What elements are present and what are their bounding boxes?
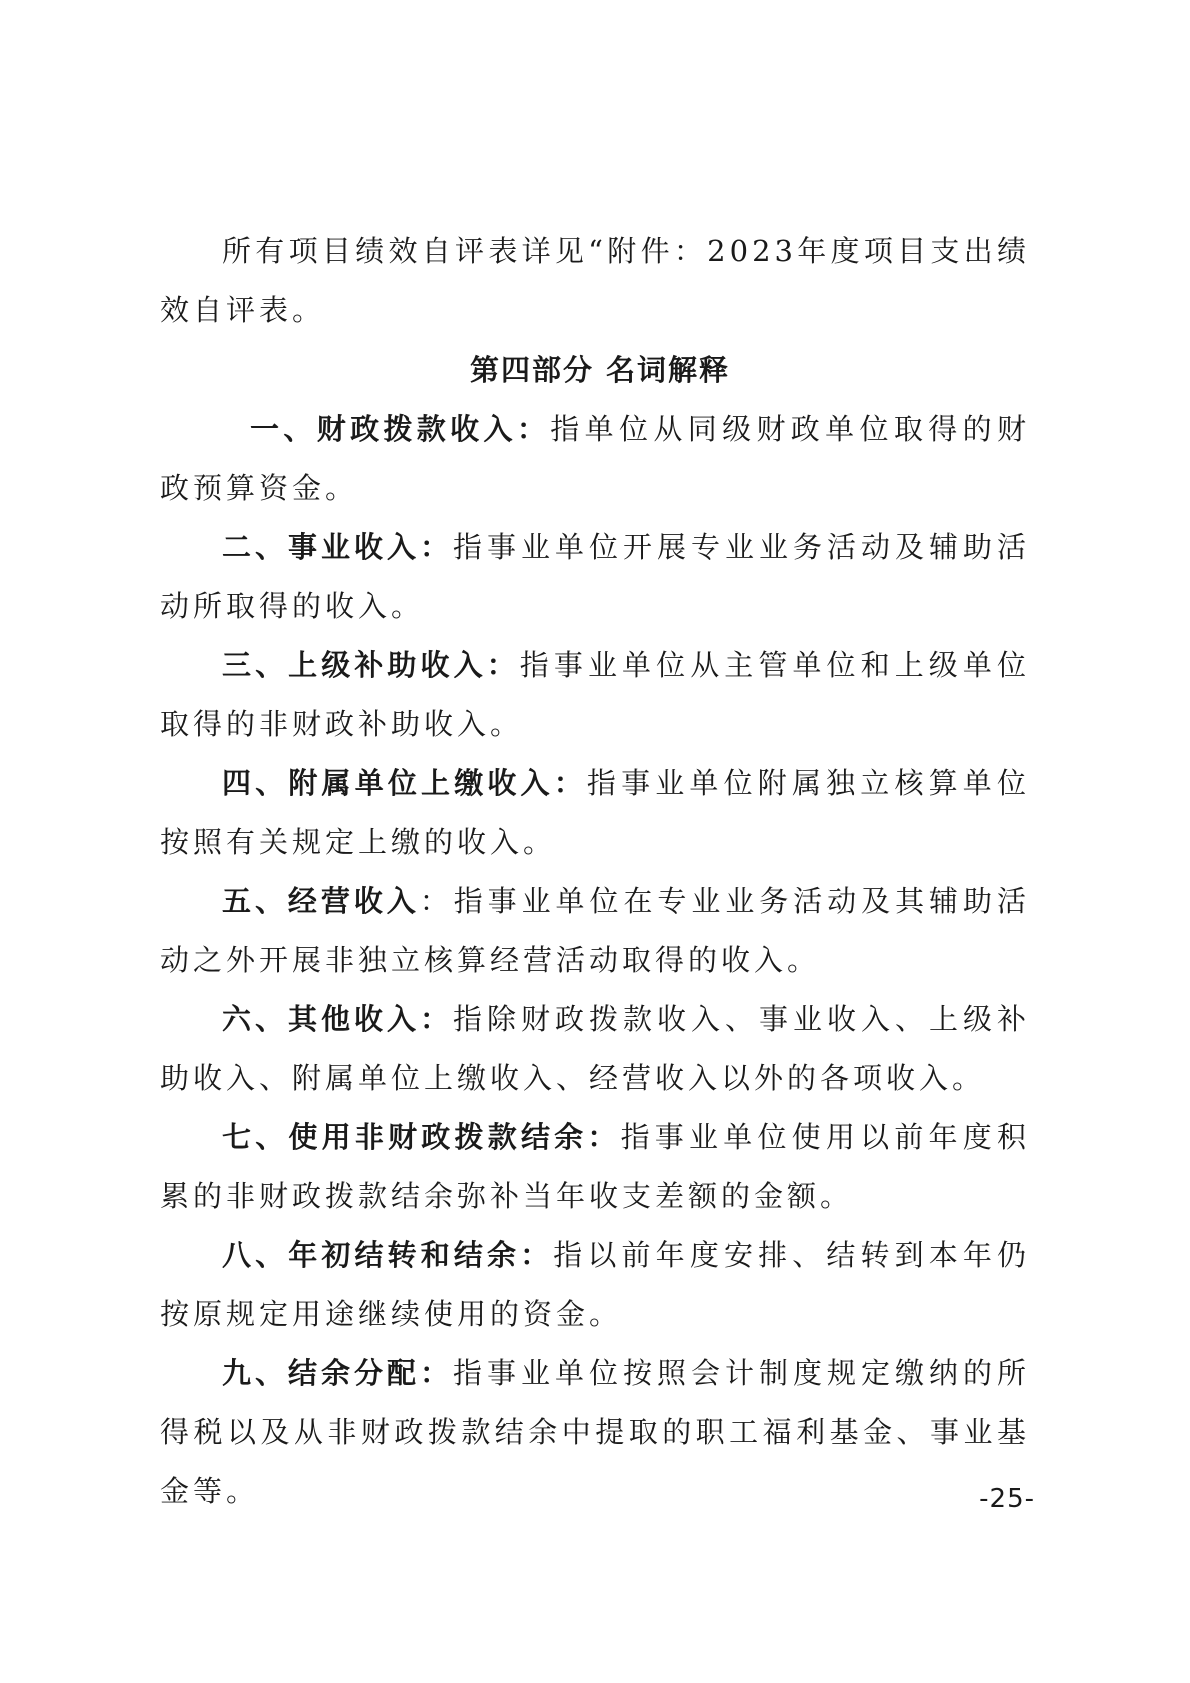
- definition-text: 指事业单位从主管单位和上级单位取得的非财政补助收入。: [160, 648, 1030, 741]
- definition-term: 九、结余分配：: [222, 1356, 453, 1390]
- definition-text: 指事业单位使用以前年度积累的非财政拨款结余弥补当年收支差额的金额。: [160, 1120, 1030, 1213]
- definition-term: 八、年初结转和结余：: [222, 1238, 554, 1272]
- intro-paragraph: 所有项目绩效自评表详见“附件：2023年度项目支出绩效自评表。: [160, 234, 1030, 327]
- definition-term: 三、上级补助收入：: [222, 648, 520, 682]
- definition-term: 二、事业收入：: [222, 530, 453, 564]
- definition-text: ：指事业单位在专业业务活动及其辅助活动之外开展非独立核算经营活动取得的收入。: [160, 884, 1030, 977]
- definition-text: 指单位从同级财政单位取得的财政预算资金。: [160, 412, 1030, 505]
- definition-term: 五、经营收入: [222, 884, 420, 918]
- definition-term: 七、使用非财政拨款结余：: [222, 1120, 621, 1154]
- definition-text: 指以前年度安排、结转到本年仍按原规定用途继续使用的资金。: [160, 1238, 1030, 1331]
- definition-text: 指事业单位开展专业业务活动及辅助活动所取得的收入。: [160, 530, 1030, 623]
- definition-paragraph: [160, 1108, 1030, 1226]
- definition-paragraph: [160, 1344, 1030, 1521]
- definition-text: 指除财政拨款收入、事业收入、上级补助收入、附属单位上缴收入、经营收入以外的各项收入。: [160, 1002, 1030, 1095]
- definition-paragraph: [160, 1226, 1030, 1344]
- definition-paragraph: [160, 754, 1030, 872]
- page-number: -25-: [979, 1484, 1035, 1514]
- definition-term: 六、其他收入：: [222, 1002, 453, 1036]
- definition-term: 一、财政拨款收入：: [250, 412, 551, 446]
- definition-paragraph: [160, 400, 1030, 518]
- definition-text: 指事业单位附属独立核算单位按照有关规定上缴的收入。: [160, 766, 1030, 859]
- page-content: [160, 222, 1030, 1521]
- definition-text: 指事业单位按照会计制度规定缴纳的所得税以及从非财政拨款结余中提取的职工福利基金、事业基金等。: [160, 1356, 1030, 1508]
- definition-paragraph: [160, 518, 1030, 636]
- section-title: 第四部分 名词解释: [469, 353, 731, 387]
- definition-term: 四、附属单位上缴收入：: [222, 766, 587, 800]
- definition-paragraph: [160, 990, 1030, 1108]
- definition-paragraph: [160, 872, 1030, 990]
- definition-paragraph: [160, 636, 1030, 754]
